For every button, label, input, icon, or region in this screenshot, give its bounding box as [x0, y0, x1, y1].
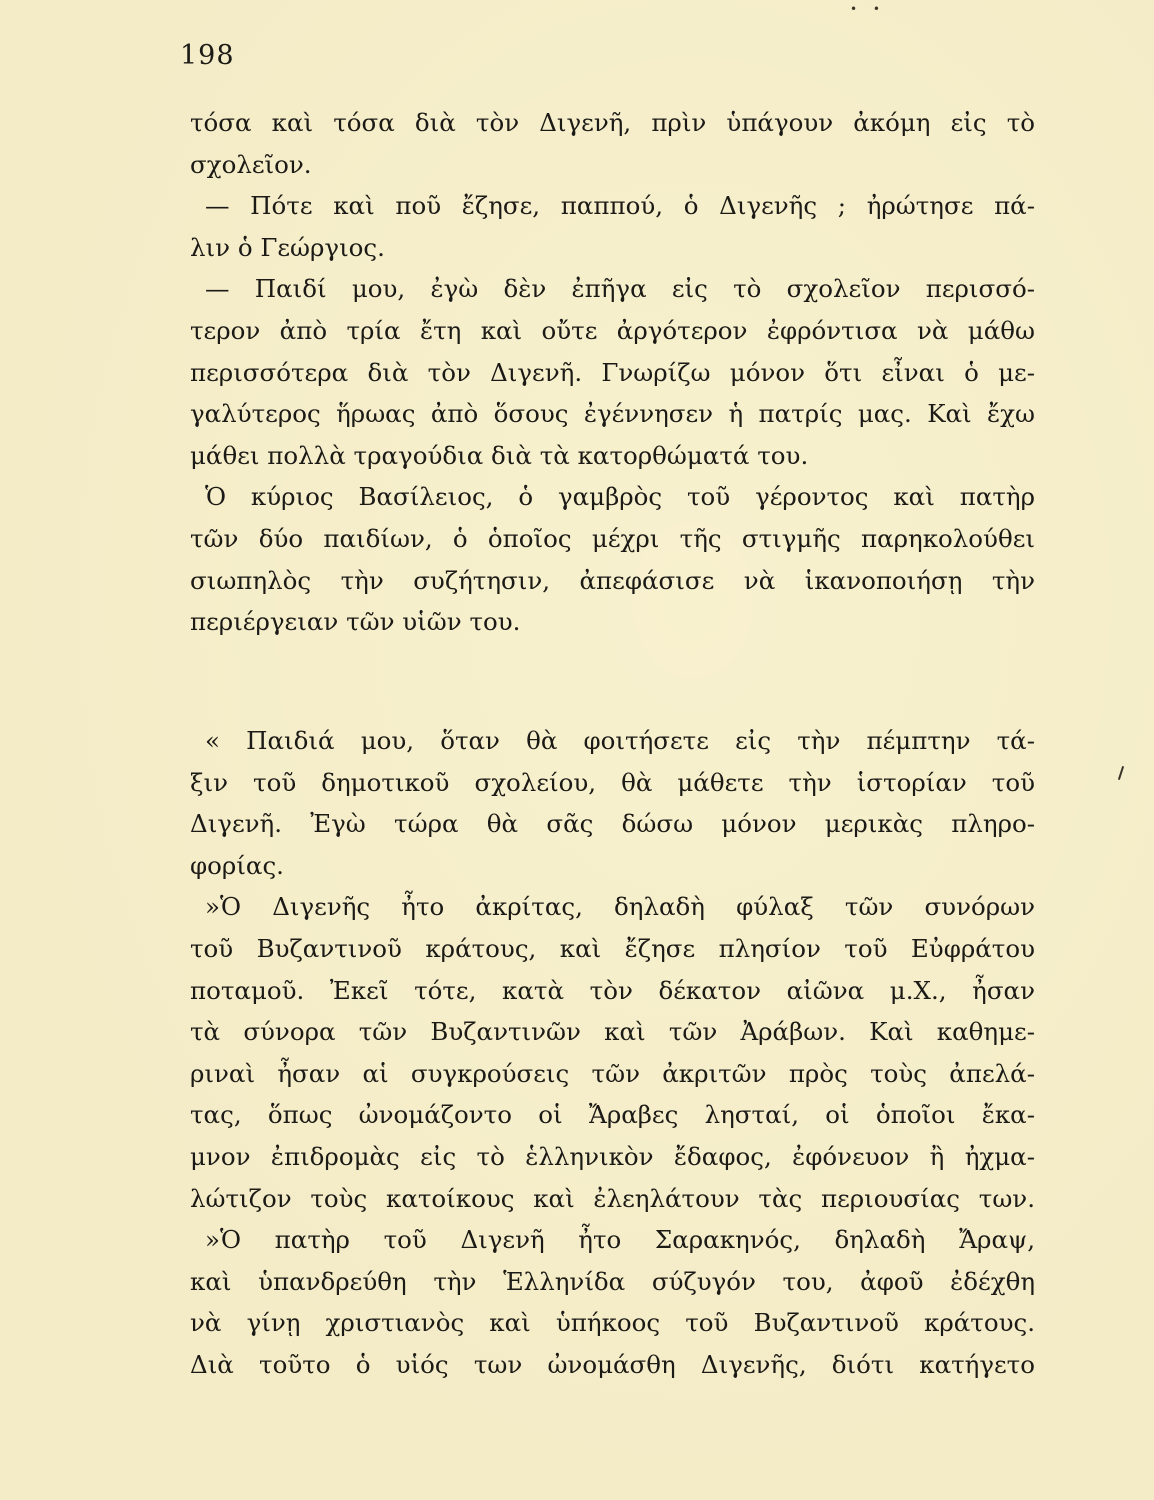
text-line: περιέργειαν τῶν υἱῶν του. [190, 607, 521, 637]
text-line: — Πότε καὶ ποῦ ἔζησε, παππού, ὁ Διγενῆς ; ἠρώτησε πά- [205, 191, 1035, 221]
text-line: καὶ ὑπανδρεύθη τὴν Ἑλληνίδα σύζυγόν του, ἀφοῦ ἐδέχθη [190, 1266, 1035, 1296]
text-line: σιωπηλὸς τὴν συζήτησιν, ἀπεφάσισε νὰ ἱκανοποιήσῃ τὴν [190, 565, 1035, 595]
text-line: λιν ὁ Γεώργιος. [190, 232, 385, 262]
text-line: Διὰ τοῦτο ὁ υἱός των ὠνομάσθη Διγενῆς, διότι κατήγετο [190, 1349, 1035, 1379]
text-line: »Ὁ Διγενῆς ἦτο ἀκρίτας, δηλαδὴ φύλαξ τῶν συνόρων [205, 892, 1035, 922]
text-line: τῶν δύο παιδίων, ὁ ὁποῖος μέχρι τῆς στιγμῆς παρηκολούθει [190, 523, 1035, 553]
text-line: γαλύτερος ἥρωας ἀπὸ ὅσους ἐγέννησεν ἡ πατρίς μας. Καὶ ἔχω [190, 399, 1035, 429]
text-line: Διγενῆ. Ἐγὼ τώρα θὰ σᾶς δώσω μόνον μερικὰς πληρο- [190, 809, 1035, 839]
text-line: τας, ὅπως ὠνομάζοντο οἱ Ἄραβες λησταί, οἱ ὁποῖοι ἔκα- [190, 1100, 1035, 1130]
text-line: « Παιδιά μου, ὅταν θὰ φοιτήσετε εἰς τὴν πέμπτην τά- [205, 726, 1035, 755]
page-number: 198 [180, 40, 235, 71]
text-line: μνον ἐπιδρομὰς εἰς τὸ ἑλληνικὸν ἔδαφος, ἐφόνευον ἢ ἠχμα- [190, 1141, 1035, 1171]
text-line: νὰ γίνῃ χριστιανὸς καὶ ὑπήκοος τοῦ Βυζαντινοῦ κράτους. [190, 1308, 1035, 1338]
text-line: τοῦ Βυζαντινοῦ κράτους, καὶ ἔζησε πλησίον τοῦ Εὐφράτου [190, 933, 1035, 963]
text-block-1 [190, 102, 1035, 643]
text-line: τὰ σύνορα τῶν Βυζαντινῶν καὶ τῶν Ἀράβων. Καὶ καθημε- [190, 1017, 1035, 1047]
text-line: ξιν τοῦ δημοτικοῦ σχολείου, θὰ μάθετε τὴν ἱστορίαν τοῦ [190, 767, 1035, 797]
text-line: τόσα καὶ τόσα διὰ τὸν Διγενῆ, πρὶν ὑπάγουν ἀκόμη εἰς τὸ [190, 108, 1035, 137]
text-line: σχολεῖον. [190, 149, 312, 179]
text-line: ριναὶ ἦσαν αἱ συγκρούσεις τῶν ἀκριτῶν πρὸς τοὺς ἀπελά- [190, 1058, 1035, 1088]
text-line: »Ὁ πατὴρ τοῦ Διγενῆ ἦτο Σαρακηνός, δηλαδὴ Ἄραψ, [205, 1225, 1035, 1255]
text-line: ποταμοῦ. Ἐκεῖ τότε, κατὰ τὸν δέκατον αἰῶνα μ.Χ., ἦσαν [190, 975, 1035, 1005]
text-line: Ὁ κύριος Βασίλειος, ὁ γαμβρὸς τοῦ γέροντος καὶ πατὴρ [205, 482, 1035, 512]
text-block-2 [190, 720, 1035, 1386]
text-line: περισσότερα διὰ τὸν Διγενῆ. Γνωρίζω μόνον ὅτι εἶναι ὁ με- [190, 357, 1035, 387]
top-ink-dots: • • [850, 2, 886, 16]
text-line: μάθει πολλὰ τραγούδια διὰ τὰ κατορθώματά του. [190, 440, 809, 470]
text-line: φορίας. [190, 850, 284, 880]
text-line: τερον ἀπὸ τρία ἔτη καὶ οὔτε ἀργότερον ἐφρόντισα νὰ μάθω [190, 315, 1035, 345]
text-line: — Παιδί μου, ἐγὼ δὲν ἐπῆγα εἰς τὸ σχολεῖον περισσό- [205, 274, 1035, 304]
stray-ink-mark [1118, 766, 1124, 780]
text-line: λώτιζον τοὺς κατοίκους καὶ ἐλεηλάτουν τὰς περιουσίας των. [190, 1183, 1035, 1213]
